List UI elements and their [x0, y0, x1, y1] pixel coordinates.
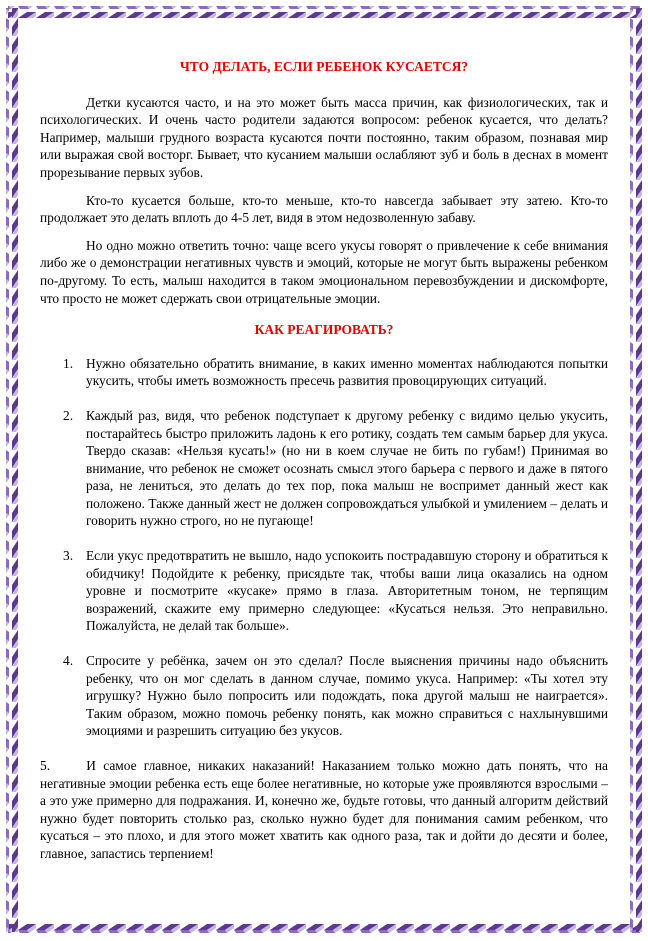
list-number: 3.	[63, 548, 74, 564]
list-text: Каждый раз, видя, что ребенок подступает к другому ребенку с видимо целью укусить, постарайтесь быстро приложить ладонь к его ротику, создать тем самым барьер для укуса. Твердо сказав: «Нельзя кусать!» (но ни в коем случае не бить по губам!) Принимая во внимание, что ребенок не сможет осознать смысл этого барьера с первого и даже в пятого раза, не лениться, это делать до тех пор, пока малыш не воспримет данный жест как положено. Также данный жест не должен сопровождаться улыбкой и умилением – делать и говорить нужно строго, но не пугающе!	[86, 407, 608, 529]
list-number: 4.	[63, 653, 74, 669]
list-text: И самое главное, никаких наказаний! Наказанием только можно дать понять, что на негативные эмоции ребенка есть еще более негативные, но которые уже проявляются взрослыми – а это уже примерно для подражания. И, конечно же, будьте готовы, что данный алгоритм действий нужно будет повторить столько раз, сколько нужно будет для понимания самим ребенком, что кусаться – это плохо, и для этого может хватить как одного раза, так и дойти до десяти и более, главное, запастись терпением!	[40, 758, 608, 861]
article	[40, 58, 608, 880]
list-number: 2.	[63, 407, 74, 423]
advice-list	[40, 355, 608, 863]
list-item	[40, 407, 608, 530]
list-text: Спросите у ребёнка, зачем он это сделал? После выяснения причины надо объяснить ребенку, что он мог сделать в данном случае, помимо укуса. Например: «Ты хотел эту игрушку? Нужно было попросить или подождать, пока другой малыш не наиграется». Таким образом, можно помочь ребенку понять, как можно справиться с нахлынувшими эмоциями и разрешить ситуацию без укусов.	[86, 653, 608, 739]
list-item	[40, 547, 608, 635]
list-number: 5.	[40, 758, 51, 773]
list-number: 1.	[63, 355, 74, 371]
paragraph: Детки кусаются часто, и на это может быть масса причин, как физиологических, так и психологических. И очень часто родители задаются вопросом: ребенок кусается, что делать? Например, малыши грудного возраста кусаются почти постоянно, таким образом, познавая мир или выражая свой восторг. Бывает, что кусанием малыши ослабляют зуб и боль в деснах в момент прорезывание первых зубов.	[40, 94, 608, 180]
page-title: ЧТО ДЕЛАТЬ, ЕСЛИ РЕБЕНОК КУСАЕТСЯ?	[179, 59, 469, 74]
paragraph: Кто-то кусается больше, кто-то меньше, кто-то навсегда забывает эту затею. Кто-то продолжает это делать вплоть до 4-5 лет, видя в этом недозволенную забаву.	[40, 192, 608, 226]
list-text: Нужно обязательно обратить внимание, в каких именно моментах наблюдаются попытки укусить, чтобы иметь возможность пресечь развития провоцирующих ситуаций.	[86, 355, 608, 389]
list-text: Если укус предотвратить не вышло, надо успокоить пострадавшую сторону и обратиться к обидчику! Подойдите к ребенку, присядьте так, чтобы ваши лица оказались на одном уровне и посмотрите «кусаке» прямо в глаза. Авторитетным тоном, не терпящим возражений, скажите ему примерно следующее: «Кусаться нельзя. Это неправильно. Пожалуйста, не делай так больше».	[86, 548, 608, 634]
list-item	[40, 355, 608, 390]
paragraph: Но одно можно ответить точно: чаще всего укусы говорят о привлечение к себе внимания либо же о демонстрации негативных чувств и эмоций, которые не могут быть выражены ребенком по-другому. То есть, малыш находится в таком эмоциональном перевозбуждении и дискомфорте, что просто не может сдержать свои отрицательные эмоции.	[40, 237, 608, 306]
list-item	[40, 652, 608, 740]
section-heading: КАК РЕАГИРОВАТЬ?	[254, 322, 394, 338]
list-item	[40, 757, 608, 863]
